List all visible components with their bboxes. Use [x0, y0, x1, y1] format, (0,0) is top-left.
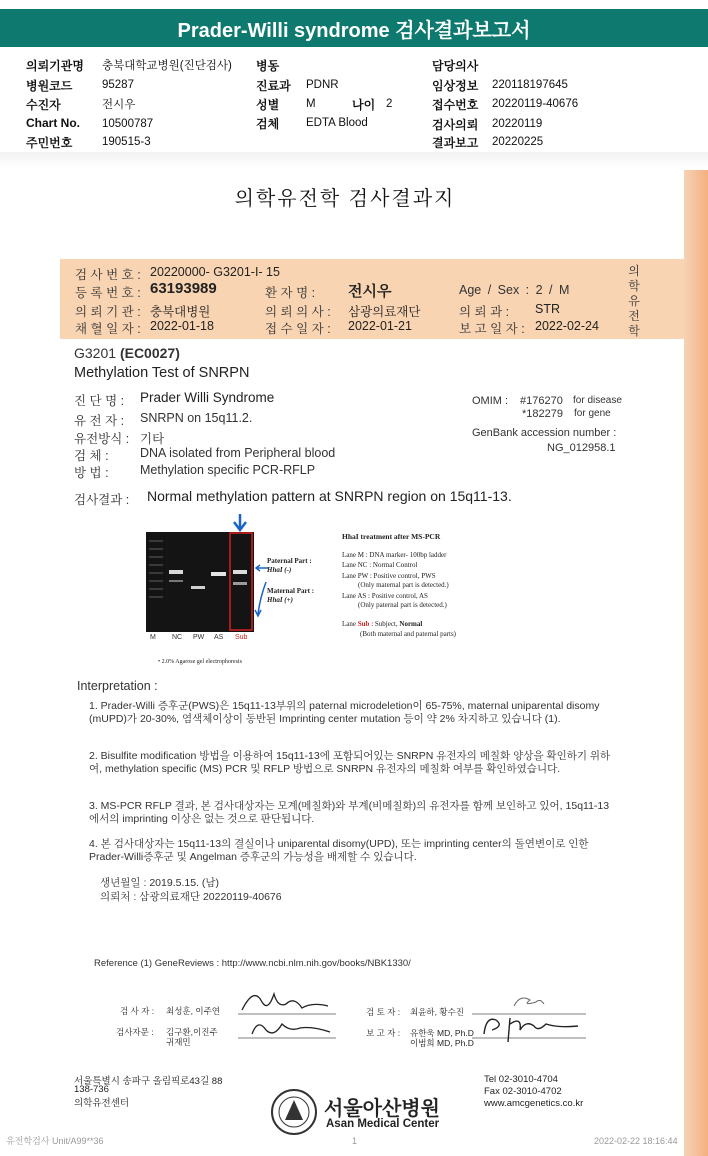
advisor-value-1: 김구환,이진주: [166, 1027, 218, 1037]
website: www.amcgenetics.co.kr: [484, 1098, 584, 1109]
birth-date: 생년월일 : 2019.5.15. (남): [100, 877, 220, 889]
reviewer-label: 검 토 자 :: [366, 1007, 401, 1017]
receive-label: 접 수 일 자 :: [265, 322, 331, 336]
footer-timestamp: 2022-02-22 18:16:44: [594, 1136, 678, 1146]
receive-value: 2022-01-21: [348, 319, 412, 333]
hospital-name-en: Asan Medical Center: [326, 1118, 440, 1130]
sex-value: M: [306, 98, 316, 110]
omim-gene: *182279: [522, 408, 563, 420]
paternal-enzyme: HhaI (-): [267, 566, 292, 574]
inherit-value: 기타: [140, 432, 165, 446]
hospital-name-kr: 서울아산병원: [324, 1098, 440, 1120]
inherit-label: 유전방식 :: [74, 432, 130, 446]
dept-value: PDNR: [306, 79, 339, 91]
reporter-value-1: 유한욱 MD, Ph.D: [410, 1028, 474, 1038]
method-value: Methylation specific PCR-RFLP: [140, 463, 316, 477]
sex-label: 성별: [256, 98, 280, 112]
interp-item-4: 4. 본 검사대상자는 15q11-13의 결실이나 uniparental disomy(UPD), 또는 imprinting center의 돌연변이로 인한 Prader-Willi증후군 및 Angelman 증후군의 가능성을 배제할 수 있습니다.: [89, 838, 589, 863]
legend-subject-sub: Sub: [357, 620, 370, 628]
age-sex-label: Age / Sex : 2 / M: [459, 283, 570, 297]
footer-left: 유전학검사 Unit/A99**36: [6, 1136, 104, 1146]
hospital-code-value: 95287: [102, 79, 134, 91]
gel-image: [146, 532, 254, 632]
patient-name-label: 환 자 명 :: [265, 286, 316, 300]
test-name: Methylation Test of SNRPN: [74, 365, 250, 381]
lane-label: AS: [214, 634, 224, 641]
result-report-value: 20220225: [492, 136, 544, 148]
genbank-value: NG_012958.1: [547, 442, 616, 454]
right-margin-strip: [684, 170, 708, 1156]
patient-label: 수진자: [26, 98, 61, 112]
omim-gene-note: for gene: [574, 408, 611, 419]
signature-image: [470, 990, 590, 1050]
omim-disease-note: for disease: [573, 395, 622, 406]
document-title: 의학유전학 검사결과지: [234, 188, 456, 210]
legend-line: Lane NC : Normal Control: [342, 561, 418, 569]
age-label: 나이: [352, 98, 376, 112]
institution-label: 의뢰기관명: [26, 59, 84, 73]
advisor-value-2: 귀재민: [166, 1037, 191, 1047]
chart-value: 10500787: [102, 118, 154, 130]
legend-line: Lane M : DNA marker- 100bp ladder: [342, 551, 447, 559]
req-dept-label: 의 뢰 과 :: [459, 305, 510, 319]
id-label: 주민번호: [26, 136, 73, 150]
reg-no-value: 63193989: [150, 280, 217, 297]
examiner-label: 검 사 자 :: [120, 1006, 155, 1016]
id-value: 190515-3: [102, 136, 151, 148]
test-code: G3201: [74, 345, 117, 361]
interp-item-3: 3. MS-PCR RFLP 결과, 본 검사대상자는 모계(메칠화)와 부계(비메칠화)의 유전자를 함께 보인하고 있어, 15q11-13에서의 imprinting 이상은 없는 것으로 판단됩니다.: [89, 800, 610, 825]
fax: Fax 02-3010-4702: [484, 1086, 562, 1097]
report-date-value: 2022-02-24: [535, 319, 599, 333]
test-code-ec: (EC0027): [119, 345, 180, 361]
legend-line: Lane PW : Positive control, PWS: [342, 572, 436, 580]
req-inst-value: 충북대병원: [150, 305, 211, 319]
legend-subject-rest: : Subject,: [371, 620, 398, 628]
vertical-dept-text: 의학유전학: [628, 264, 640, 338]
patient-name-value: 전시우: [348, 283, 392, 300]
legend-line: Lane AS : Positive control, AS: [342, 592, 428, 600]
doctor-label: 담당의사: [432, 59, 479, 73]
interp-item-1: 1. Prader-Willi 증후군(PWS)은 15q11-13부위의 paternal microdeletion이 65-75%, maternal uniparental disomy (mUPD)가 20-30%, 염색체이상이 동반된 Imprinting center mutation 등이 약 2% 차지하고 있습니다 (1).: [89, 700, 600, 725]
address-line-1: 서울특별시 송파구 올림픽로43길 88: [74, 1076, 223, 1087]
specimen-value: EDTA Blood: [306, 117, 368, 129]
lane-label: PW: [193, 634, 205, 641]
age-value: 2: [386, 98, 393, 110]
patient-value: 전시우: [102, 99, 136, 111]
maternal-enzyme: HhaI (+): [267, 596, 293, 604]
arrow-down-icon: [230, 512, 250, 534]
test-no-value: 20220000- G3201-I- 15: [150, 265, 280, 279]
legend-title: HhaI treatment after MS-PCR: [342, 532, 441, 541]
reporter-label: 보 고 자 :: [366, 1028, 401, 1038]
gel-caption: • 2.0% Agarose gel electrophoresis: [158, 659, 242, 665]
specimen-type-label: 검 체 :: [74, 449, 109, 463]
req-dept-value: STR: [535, 302, 560, 316]
requester: 의뢰처 : 삼광의료재단 20220119-40676: [100, 891, 282, 903]
receipt-value: 20220119-40676: [492, 98, 579, 110]
legend-subject-prefix: Lane: [342, 620, 356, 628]
clinical-label: 임상정보: [432, 79, 479, 93]
req-doc-label: 의 뢰 의 사 :: [265, 305, 331, 319]
page-number: 1: [352, 1136, 358, 1146]
specimen-type-value: DNA isolated from Peripheral blood: [140, 446, 336, 460]
interp-item-2: 2. Bisulfite modification 방법을 이용하여 15q11-13에 포함되어있는 SNRPN 유전자의 메칠화 양상을 확인하기 위하여, methylation specific (MS) PCR 및 RFLP 방법으로 SNRPN 유전자의 메칠화 여부를 확인하였습니다.: [89, 750, 611, 775]
tel: Tel 02-3010-4704: [484, 1074, 558, 1085]
report-title: Prader-Willi syndrome 검사결과보고서: [0, 9, 708, 47]
reference: Reference (1) GeneReviews : http://www.ncbi.nlm.nih.gov/books/NBK1330/: [94, 958, 411, 969]
gene-value: SNRPN on 15q11.2.: [140, 411, 253, 425]
method-label: 방 법 :: [74, 466, 109, 480]
address-line-3: 의학유전센터: [74, 1098, 130, 1109]
legend-line: (Only paternal part is detected.): [358, 601, 447, 609]
legend-line: (Only maternal part is detected.): [358, 581, 449, 589]
collect-value: 2022-01-18: [150, 319, 214, 333]
lane-label: Sub: [235, 634, 248, 641]
hospital-code-label: 병원코드: [26, 79, 73, 93]
reg-no-label: 등 록 번 호 :: [75, 286, 141, 300]
collect-label: 채 혈 일 자 :: [75, 322, 141, 336]
request-label: 검사의뢰: [432, 118, 479, 132]
report-date-label: 보 고 일 자 :: [459, 322, 525, 336]
result-report-label: 결과보고: [432, 136, 479, 150]
ward-label: 병동: [256, 59, 280, 73]
page-divider: [0, 152, 708, 168]
receipt-label: 접수번호: [432, 98, 479, 112]
interp-title: Interpretation :: [77, 679, 158, 693]
omim-disease: #176270: [520, 395, 563, 407]
address-line-2: 138-736: [74, 1084, 109, 1095]
request-value: 20220119: [492, 118, 543, 130]
dept-label: 진료과: [256, 79, 291, 93]
advisor-label: 검사자문 :: [116, 1027, 154, 1037]
maternal-label: Maternal Part :: [267, 587, 315, 595]
legend-subject-note: (Both maternal and paternal parts): [360, 630, 457, 638]
signature-image: [232, 982, 342, 1046]
reporter-value-2: 이범희 MD, Ph.D: [410, 1038, 474, 1048]
genbank-label: GenBank accession number :: [472, 427, 617, 439]
clinical-value: 220118197645: [492, 79, 568, 91]
test-no-label: 검 사 번 호 :: [75, 268, 141, 282]
result-value: Normal methylation pattern at SNRPN region on 15q11-13.: [147, 488, 512, 504]
lane-label: M: [150, 634, 156, 641]
req-doc-value: 삼광의료재단: [348, 305, 421, 319]
reviewer-value: 최윤하, 황수진: [410, 1007, 464, 1017]
specimen-label: 검체: [256, 117, 280, 131]
lane-label: NC: [172, 634, 183, 641]
legend-subject-line: [342, 620, 422, 629]
paternal-label: Paternal Part :: [267, 557, 312, 565]
institution-value: 충북대학교병원(진단검사): [102, 60, 232, 72]
result-label: 검사결과 :: [74, 493, 130, 507]
req-inst-label: 의 뢰 기 관 :: [75, 305, 141, 319]
legend-subject-normal: Normal: [399, 620, 423, 628]
diag-value: Prader Willi Syndrome: [140, 390, 275, 405]
omim-label: OMIM :: [472, 395, 509, 407]
examiner-value: 최성훈, 이주연: [166, 1006, 220, 1016]
asan-foundation-logo: [270, 1088, 318, 1136]
gene-label: 유 전 자 :: [74, 414, 125, 428]
diag-label: 진 단 명 :: [74, 394, 125, 408]
chart-label: Chart No.: [26, 116, 80, 130]
